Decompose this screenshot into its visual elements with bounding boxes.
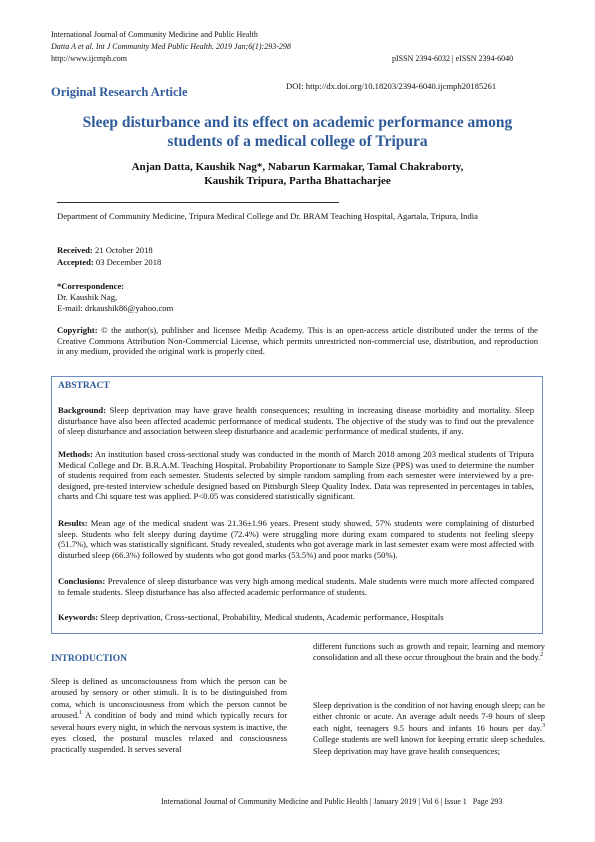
copyright-text: © the author(s), publisher and licensee Medip Academy. This is an open-access article distributed under the terms of the Creative Commons Attribution Non-Commercial License, which permits unrestricted non-commercial use, distribution, and reproduction in any medium, provided the original work is properly cited. — [57, 325, 538, 357]
accepted-line — [57, 257, 161, 268]
abstract-heading: ABSTRACT — [58, 381, 110, 391]
intro-right-paragraph-2 — [313, 700, 545, 757]
received-label: Received: — [57, 245, 93, 255]
keywords-label: Keywords: — [58, 612, 99, 622]
results-label: Results: — [58, 518, 88, 528]
citation-line: Datta A et al. Int J Community Med Public Health. 2019 Jan;6(1):293-298 — [51, 42, 291, 51]
accepted-label: Accepted: — [57, 257, 94, 267]
received-date: 21 October 2018 — [92, 245, 153, 255]
title-line-2: students of a medical college of Tripura — [167, 133, 428, 150]
footer-line — [161, 797, 502, 806]
reference-1: 1 — [79, 710, 83, 717]
methods-label: Methods: — [58, 449, 93, 459]
authors — [80, 160, 515, 188]
intro-right-text-c: Sleep deprivation is the condition of not having enough sleep; can be either chronic or acute. An average adult needs 7-9 hours of sleep each night, teenagers 9.5 hours and infants 16 hours per day. — [313, 701, 545, 733]
page-number: Page 293 — [472, 797, 503, 806]
background-text: Sleep deprivation may have grave health consequences; resulting in increasing disease morbidity and mortality. Sleep disturbance have also been affected academic performance of medical students. The objective of the study was to find out the prevalence of sleep disturbance and association between sleep disturbance and academic performance of medical students, if any. — [58, 405, 534, 437]
abstract-methods — [58, 449, 534, 502]
authors-line-1: Anjan Datta, Kaushik Nag*, Nabarun Karmakar, Tamal Chakraborty, — [131, 161, 464, 173]
correspondence-name: Dr. Kaushik Nag, — [57, 292, 118, 302]
intro-left-text-b: A condition of body and mind which typically recurs for several hours every night, in which the nervous system is inactive, the eyes closed, the postural muscles relaxed and consciousness practically suspended. It serves several — [51, 711, 287, 755]
accepted-date: 03 December 2018 — [93, 257, 162, 267]
article-title — [70, 113, 525, 151]
title-line-1: Sleep disturbance and its effect on academic performance among — [82, 114, 513, 131]
correspondence-email[interactable]: E-mail: drkaushik86@yahoo.com — [57, 303, 174, 313]
journal-url[interactable]: http://www.ijcmph.com — [51, 54, 127, 63]
affiliation: Department of Community Medicine, Tripura Medical College and Dr. BRAM Teaching Hospital, Agartala, Tripura, India — [57, 211, 478, 221]
abstract-keywords — [58, 612, 534, 623]
intro-right-text-a: different functions such as growth and repair, learning and memory consolidation and all these occur throughout the brain and the body. — [313, 642, 545, 663]
keywords-text: Sleep deprivation, Cross-sectional, Probability, Medical students, Academic performance, Hospitals — [98, 612, 444, 622]
received-line — [57, 245, 153, 256]
intro-right-text-d: College students are well known for keeping erratic sleep schedules. Sleep deprivation may have grave health consequences; — [313, 735, 545, 756]
article-type: Original Research Article — [51, 85, 188, 99]
intro-left-text-a: Sleep is defined as unconsciousness from which the person can be aroused by sensory or other stimuli. It is to be distinguished from coma, which is unconsciousness from which the person cannot be aroused. — [51, 677, 287, 721]
conclusions-text: Prevalence of sleep disturbance was very high among medical students. Male students were much more affected compared to female students. Sleep disturbance has also affected academic performance of students. — [58, 576, 534, 597]
authors-line-2: Kaushik Tripura, Partha Bhattacharjee — [204, 175, 391, 187]
intro-right-paragraph-1 — [313, 641, 545, 664]
journal-header: International Journal of Community Medicine and Public Health — [51, 30, 258, 39]
methods-text: An institution based cross-sectional study was conducted in the month of March 2018 among 203 medical students of Tripura Medical College and Dr. B.R.A.M. Teaching Hospital. Probability Proportionate to Sample Size (PPS) was used to determine the number of students required from each semester. Students selected by simple random sampling from each semester were interviewed by a pre-designed, pre-tested interview schedule designed based on Pittsburgh Sleep Quality Index. Data was represented in percentages in tables, charts and Chi square test was applied. P<0.05 was considered statistically significant. — [58, 449, 534, 502]
reference-2: 2 — [540, 652, 544, 659]
footer-journal: International Journal of Community Medicine and Public Health | January 2019 | Vol 6 | Issue 1 — [161, 797, 467, 806]
background-label: Background: — [58, 405, 107, 415]
doi[interactable]: DOI: http://dx.doi.org/10.18203/2394-6040.ijcmph20185261 — [286, 81, 497, 91]
copyright-notice — [57, 325, 538, 357]
copyright-label: Copyright: — [57, 325, 98, 335]
intro-left-paragraph — [51, 676, 287, 756]
abstract-results — [58, 518, 534, 560]
introduction-heading: INTRODUCTION — [51, 654, 128, 664]
conclusions-label: Conclusions: — [58, 576, 106, 586]
abstract-conclusions — [58, 576, 534, 597]
results-text: Mean age of the medical student was 21.36±1.96 years. Present study showed, 57% students were complaining of disturbed sleep. Students who felt sleepy during daytime (72.4%) were struggling more during exam compared to students not feeling sleepy (51.7%), which was statistically significant. Study revealed, students who got average mark in last semester exam were most affected with disturbed sleep (66.3%) followed by students who got good marks (53.5%) and poor marks (50%). — [58, 518, 534, 560]
reference-3: 3 — [542, 723, 545, 730]
divider-rule — [57, 202, 339, 203]
issn-line: pISSN 2394-6032 | eISSN 2394-6040 — [392, 54, 514, 63]
abstract-background — [58, 405, 534, 437]
correspondence-label: *Correspondence: — [57, 281, 125, 291]
